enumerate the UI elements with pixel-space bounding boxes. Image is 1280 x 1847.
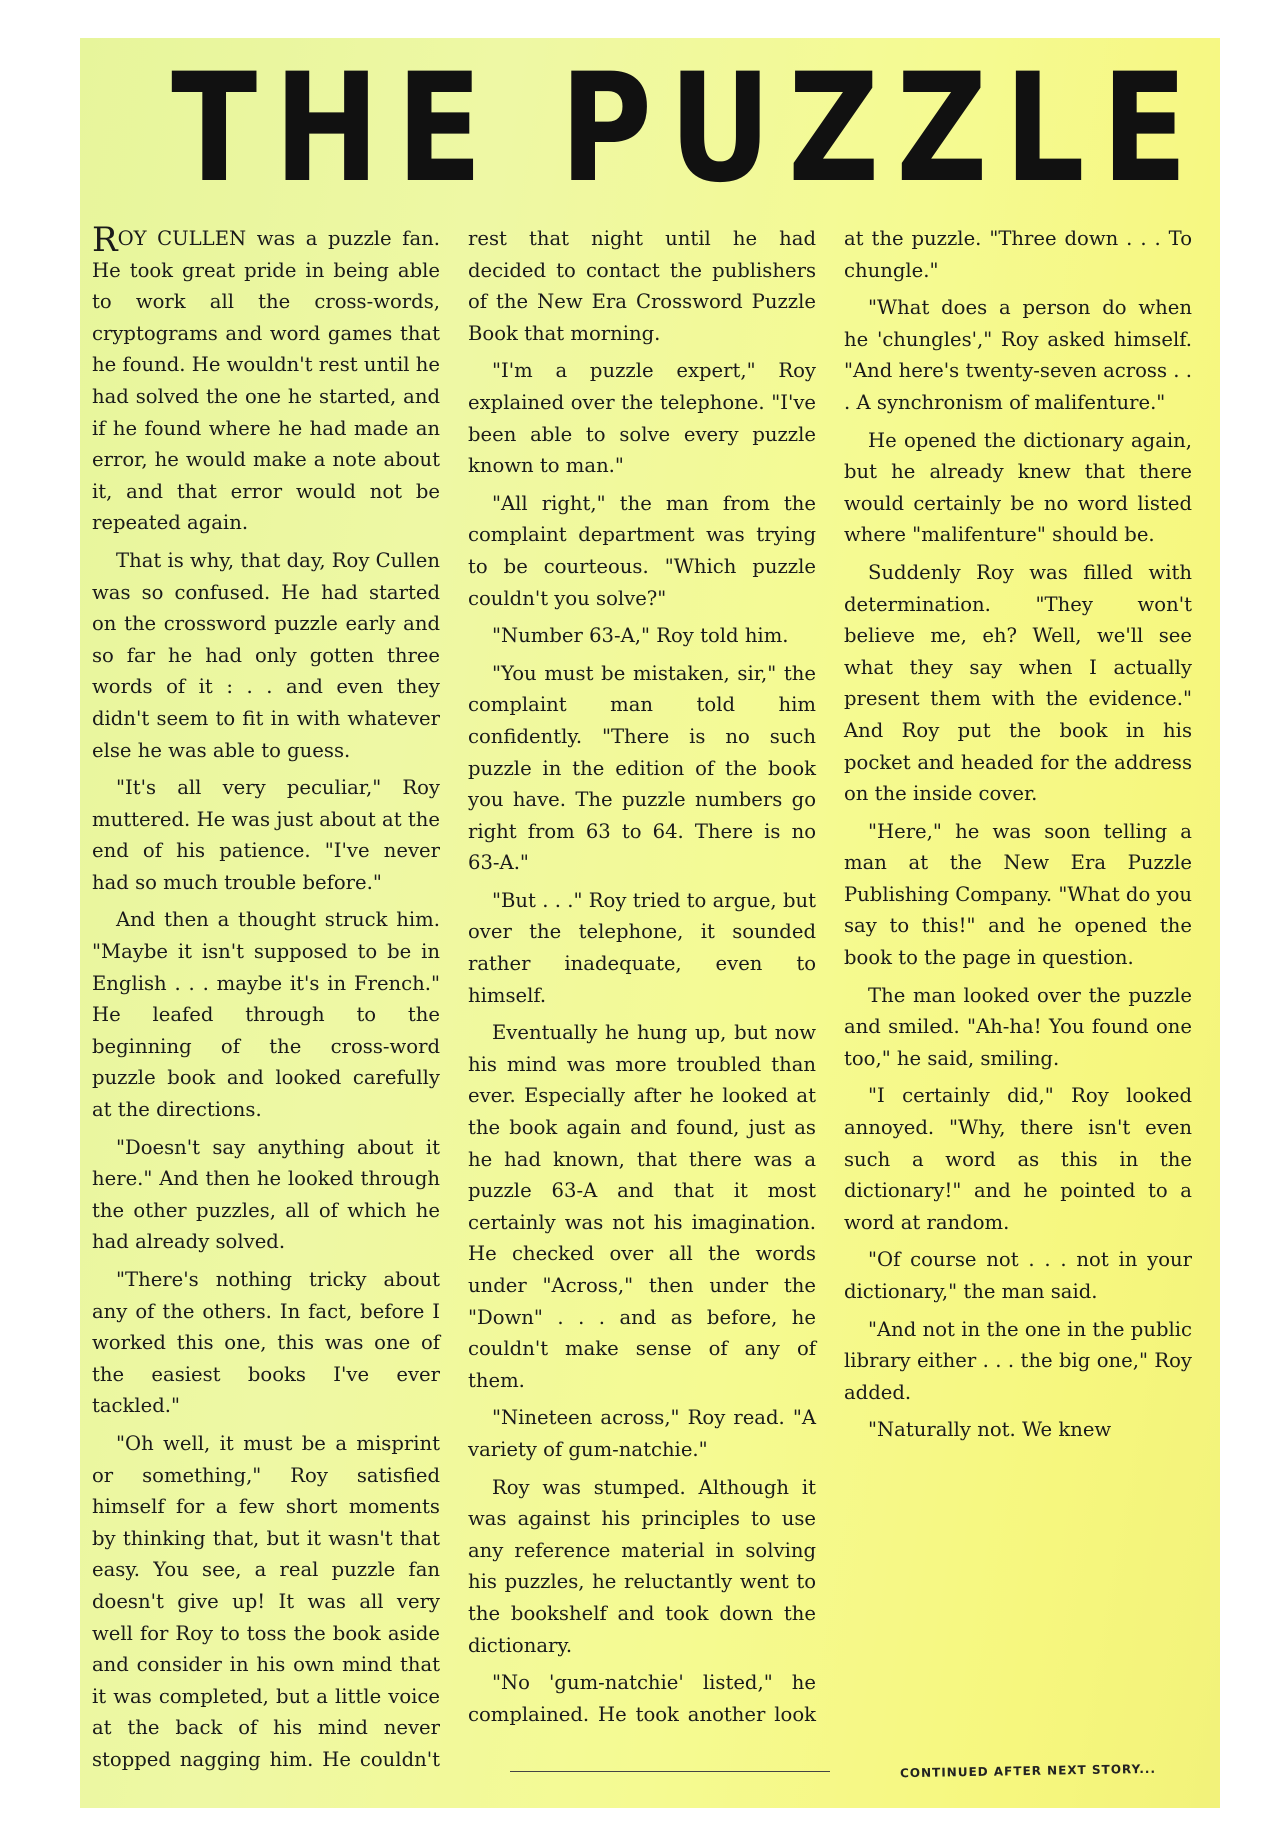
paragraph-text: OY CULLEN was a puzzle fan. He took great pride in being able to work all the cross-words, cryptograms and word games that he found. He wouldn't rest until he had solved the one he started, and if he found where he had made an error, he would make a note about it, and that error would not be repeated again. xyxy=(92,227,440,535)
paragraph: Suddenly Roy was filled with determination. "They won't believe me, eh? Well, we'll see what they say when I actually present them with the evidence." And Roy put the book in his pocket and headed for the address on the inside cover. xyxy=(844,560,1192,806)
paragraph: "It's all very peculiar," Roy muttered. He was just about at the end of his patience. "I've never had so much trouble before." xyxy=(92,776,440,894)
story-body xyxy=(92,220,1192,1783)
paragraph: "Of course not . . . not in your dictionary," the man said. xyxy=(844,1248,1192,1303)
paragraph: "Naturally not. We knew xyxy=(868,1418,1112,1442)
paragraph: "Number 63-A," Roy told him. xyxy=(492,624,789,648)
paragraph: "You must be mistaken, sir," the complaint man told him confidently. "There is no such puzzle in the edition of the book you have. The puzzle numbers go right from 63 to 64. There is no 63-A." xyxy=(468,661,816,875)
bottom-rule xyxy=(510,1771,830,1772)
paragraph: "No 'gum-natchie' listed," he complained. He took another look at the puzzle. "Three down . . . To chungle." xyxy=(468,227,1192,1726)
continued-note: CONTINUED AFTER NEXT STORY... xyxy=(899,1761,1157,1781)
paragraph: "But . . ." Roy tried to argue, but over the telephone, it sounded rather inadequate, even to himself. xyxy=(468,888,816,1007)
paragraph: The man looked over the puzzle and smiled. "Ah-ha! You found one too," he said, smiling. xyxy=(844,983,1192,1070)
paragraph: "All right," the man from the complaint department was trying to be courteous. "Which puzzle couldn't you solve?" xyxy=(468,491,816,610)
paragraph xyxy=(92,220,440,539)
paragraph: He opened the dictionary again, but he already knew that there would certainly be no word listed where "malifenture" should be. xyxy=(844,428,1192,547)
paragraph: "Nineteen across," Roy read. "A variety of gum-natchie." xyxy=(468,1406,816,1461)
paragraph: "There's nothing tricky about any of the others. In fact, before I worked this one, this was one of the easiest books I've ever tackled." xyxy=(92,1268,440,1418)
page-sheet xyxy=(80,38,1220,1808)
paragraph: "I'm a puzzle expert," Roy explained over the telephone. "I've been able to solve every puzzle known to man." xyxy=(468,359,816,478)
paragraph: "I certainly did," Roy looked annoyed. "Why, there isn't even such a word as this in the dictionary!" and he pointed to a word at random. xyxy=(844,1084,1192,1234)
paragraph: "What does a person do when he 'chungles'," Roy asked himself. "And here's twenty-seven across . . . A synchronism of malifenture." xyxy=(844,296,1192,414)
paragraph: "Doesn't say anything about it here." And then he looked through the other puzzles, all of which he had already solved. xyxy=(92,1135,440,1254)
paragraph: That is why, that day, Roy Cullen was so confused. He had started on the crossword puzzle early and so far he had only gotten three words of it : . . and even they didn't seem to fit in with whatever else he was able to guess. xyxy=(92,548,440,762)
paragraph: "Here," he was soon telling a man at the New Era Puzzle Publishing Company. "What do you say to this!" and he opened the book to the page in question. xyxy=(844,819,1192,970)
paragraph: "Oh well, it must be a misprint or something," Roy satisfied himself for a few short moments by thinking that, but it wasn't that easy. You see, a real puzzle fan doesn't give up! It was all very well for Roy to toss the book aside and consider in his own mind that it was completed, but a little voice at the back of his mind never stopped nagging him. He couldn't rest that night until he had decided to contact the publishers of the New Era Crossword Puzzle Book that morning. xyxy=(92,227,816,1771)
paragraph: "And not in the one in the public library either . . . the big one," Roy added. xyxy=(844,1317,1192,1404)
paragraph: Roy was stumped. Although it was against his principles to use any reference material in solving his puzzles, he reluctantly went to the bookshelf and took down the dictionary. xyxy=(468,1475,816,1657)
paragraph: And then a thought struck him. "Maybe it isn't supposed to be in English . . . maybe it's in French." He leafed through to the beginning of the cross-word puzzle book and looked carefully at the directions. xyxy=(92,908,440,1122)
story-title: THE PUZZLE xyxy=(171,42,1205,216)
paragraph: Eventually he hung up, but now his mind was more troubled than ever. Especially after he looked at the book again and found, just as he had known, that there was a puzzle 63-A and that it most certainly was not his imagination. He checked over all the words under "Across," then under the "Down" . . . and as before, he couldn't make sense of any of them. xyxy=(468,1021,816,1392)
drop-cap: R xyxy=(92,220,118,260)
